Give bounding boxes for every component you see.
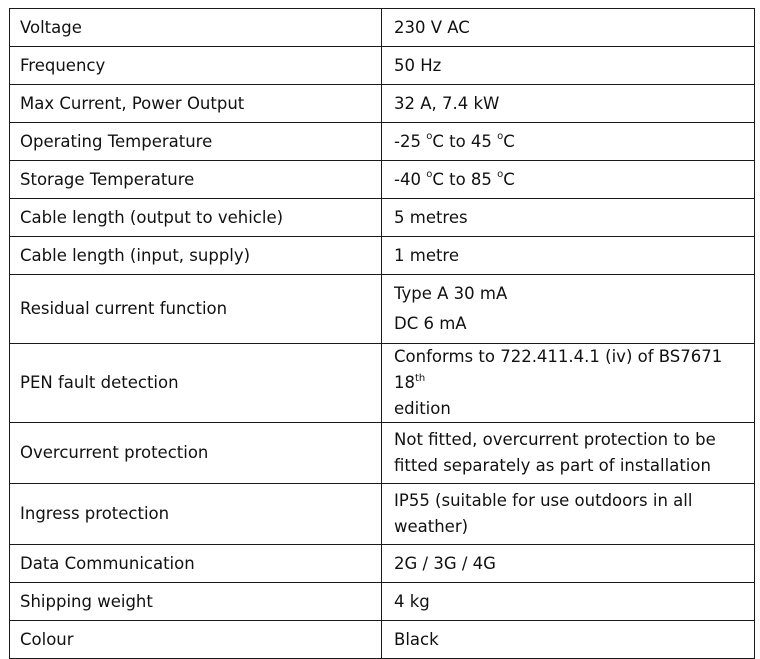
- value-line: IP55 (suitable for use outdoors in all: [394, 491, 693, 510]
- spec-value: [382, 344, 755, 423]
- value-line: fitted separately as part of installation: [394, 456, 711, 475]
- table-row: [10, 161, 755, 199]
- spec-label: Frequency: [10, 47, 382, 85]
- table-row: [10, 583, 755, 621]
- spec-label: Ingress protection: [10, 484, 382, 545]
- table-row: [10, 85, 755, 123]
- value-text: -25: [394, 131, 427, 151]
- spec-label: Cable length (input, supply): [10, 237, 382, 275]
- value-text: C to 85: [432, 169, 498, 189]
- spec-label: Max Current, Power Output: [10, 85, 382, 123]
- degree-superscript: o: [426, 131, 433, 142]
- value-text: C: [503, 131, 515, 151]
- ordinal-superscript: th: [415, 372, 426, 384]
- spec-label: Data Communication: [10, 545, 382, 583]
- spec-label: Storage Temperature: [10, 161, 382, 199]
- spec-label: Residual current function: [10, 275, 382, 344]
- table-row: [10, 344, 755, 423]
- spec-value: 230 V AC: [382, 9, 755, 47]
- spec-label: Shipping weight: [10, 583, 382, 621]
- spec-value: [382, 123, 755, 161]
- value-line: Type A 30 mA: [394, 284, 508, 303]
- table-row: [10, 275, 755, 344]
- spec-table: [9, 8, 755, 659]
- spec-value: 32 A, 7.4 kW: [382, 85, 755, 123]
- spec-value: 5 metres: [382, 199, 755, 237]
- spec-label: PEN fault detection: [10, 344, 382, 423]
- value-text: C to 45: [432, 131, 498, 151]
- degree-superscript: o: [497, 131, 504, 142]
- spec-value: 4 kg: [382, 583, 755, 621]
- spec-value: 2G / 3G / 4G: [382, 545, 755, 583]
- spec-value: 50 Hz: [382, 47, 755, 85]
- spec-value: Black: [382, 621, 755, 659]
- spec-value: [382, 161, 755, 199]
- spec-label: Operating Temperature: [10, 123, 382, 161]
- value-line: DC 6 mA: [394, 314, 467, 333]
- value-line: Not fitted, overcurrent protection to be: [394, 430, 716, 449]
- value-line: [394, 344, 746, 396]
- spec-value: 1 metre: [382, 237, 755, 275]
- value-text: Conforms to 722.411.4.1 (iv) of BS7671 18: [394, 347, 723, 392]
- table-row: [10, 47, 755, 85]
- spec-value: [382, 423, 755, 484]
- table-row: [10, 199, 755, 237]
- table-row: [10, 9, 755, 47]
- spec-label: Cable length (output to vehicle): [10, 199, 382, 237]
- value-text: C: [503, 169, 515, 189]
- table-row: [10, 484, 755, 545]
- table-row: [10, 545, 755, 583]
- degree-superscript: o: [426, 169, 433, 180]
- spec-value: [382, 275, 755, 344]
- spec-label: Colour: [10, 621, 382, 659]
- spec-label: Overcurrent protection: [10, 423, 382, 484]
- value-line: weather): [394, 517, 469, 536]
- value-text: -40: [394, 169, 427, 189]
- table-row: [10, 237, 755, 275]
- value-line: edition: [394, 399, 451, 418]
- spec-label: Voltage: [10, 9, 382, 47]
- degree-superscript: o: [497, 169, 504, 180]
- table-row: [10, 423, 755, 484]
- table-row: [10, 621, 755, 659]
- spec-value: [382, 484, 755, 545]
- table-row: [10, 123, 755, 161]
